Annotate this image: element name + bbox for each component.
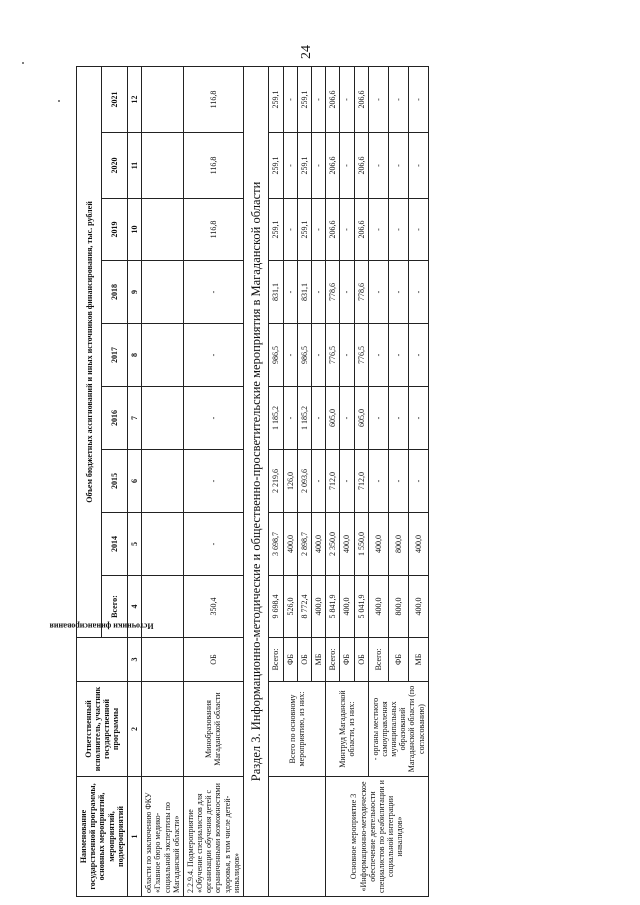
value-cell: - — [408, 450, 428, 513]
rotated-table-container — [49, 67, 564, 897]
value-cell: 8 772,4 — [297, 576, 311, 638]
header-name: Наименование государственной программы, основных мероприятий, мероприятий, подмероприятий — [77, 777, 128, 897]
value-cell: 259,1 — [297, 66, 311, 132]
col-number: 9 — [127, 261, 141, 324]
row-source: МБ — [408, 638, 428, 682]
value-cell: - — [283, 261, 297, 324]
col-number: 3 — [127, 638, 141, 682]
value-cell: - — [408, 199, 428, 261]
col-number: 11 — [127, 133, 141, 199]
value-cell: 986,5 — [297, 324, 311, 387]
value-cell: 831,1 — [269, 261, 283, 324]
header-year: 2019 — [102, 199, 127, 261]
value-cell: 712,0 — [354, 450, 368, 513]
value-cell: 206,6 — [326, 199, 340, 261]
col-number: 6 — [127, 450, 141, 513]
funding-table — [49, 66, 429, 897]
table-row — [269, 66, 283, 896]
value-cell: 3 698,7 — [269, 513, 283, 576]
value-cell: 206,6 — [326, 133, 340, 199]
value-cell: 605,0 — [326, 387, 340, 450]
row-source: ОБ — [183, 638, 243, 682]
row-source: Всего: — [368, 638, 388, 682]
header-year: 2017 — [102, 324, 127, 387]
value-cell: - — [183, 261, 243, 324]
value-cell: - — [340, 387, 354, 450]
row-executor: Минтруд Магаданской области, из них: — [326, 682, 369, 777]
value-cell: 2 350,0 — [326, 513, 340, 576]
header-year: 2020 — [102, 133, 127, 199]
value-cell: - — [388, 66, 408, 132]
value-cell: - — [283, 387, 297, 450]
value-cell: 206,6 — [326, 66, 340, 132]
value-cell: 259,1 — [297, 199, 311, 261]
value-cell — [142, 133, 184, 199]
row-executor — [142, 682, 184, 777]
value-cell — [142, 324, 184, 387]
value-cell: - — [368, 450, 388, 513]
value-cell — [142, 199, 184, 261]
col-number: 1 — [127, 777, 141, 897]
row-source: ФБ — [283, 638, 297, 682]
value-cell: - — [311, 387, 325, 450]
value-cell: - — [408, 133, 428, 199]
header-year: 2021 — [102, 66, 127, 132]
value-cell: 831,1 — [297, 261, 311, 324]
value-cell: - — [283, 66, 297, 132]
value-cell: 605,0 — [354, 387, 368, 450]
value-cell: - — [408, 387, 428, 450]
value-cell: 400,0 — [311, 576, 325, 638]
value-cell: - — [408, 324, 428, 387]
row-executor: Всего по основному мероприятию, из них: — [269, 682, 326, 777]
value-cell: 2 219,6 — [269, 450, 283, 513]
value-cell: - — [340, 133, 354, 199]
header-row-1 — [77, 66, 102, 896]
value-cell: - — [311, 324, 325, 387]
value-cell: 2 898,7 — [297, 513, 311, 576]
header-year: 2018 — [102, 261, 127, 324]
value-cell: 400,0 — [311, 513, 325, 576]
value-cell: - — [388, 387, 408, 450]
row-source — [142, 638, 184, 682]
value-cell: 778,6 — [354, 261, 368, 324]
value-cell: - — [340, 450, 354, 513]
value-cell: - — [368, 66, 388, 132]
value-cell: 206,6 — [354, 66, 368, 132]
value-cell: 116,8 — [183, 199, 243, 261]
header-year: 2014 — [102, 513, 127, 576]
value-cell: 526,0 — [283, 576, 297, 638]
row-source: ОБ — [297, 638, 311, 682]
value-cell: 206,6 — [354, 199, 368, 261]
value-cell: 400,0 — [408, 513, 428, 576]
value-cell: 5 041,9 — [354, 576, 368, 638]
value-cell: - — [340, 199, 354, 261]
row-source: Всего: — [326, 638, 340, 682]
value-cell: - — [183, 450, 243, 513]
row-executor: - органы местного самоуправления муниципальных образований Магаданской области (по согласованию) — [368, 682, 428, 777]
value-cell: - — [311, 133, 325, 199]
value-cell: - — [183, 513, 243, 576]
value-cell: 712,0 — [326, 450, 340, 513]
value-cell: 259,1 — [297, 133, 311, 199]
value-cell: - — [368, 261, 388, 324]
section-title: Раздел 3. Информационно-методические и общественно-просветительские мероприятия в Магаданской области — [244, 66, 269, 896]
value-cell: 1 185,2 — [269, 387, 283, 450]
value-cell: - — [368, 133, 388, 199]
value-cell: - — [368, 324, 388, 387]
header-volume: Объем бюджетных ассигнований и иных источников финансирования, тыс. рублей — [77, 66, 102, 637]
value-cell: 2 093,6 — [297, 450, 311, 513]
table-row — [142, 66, 184, 896]
value-cell: 800,0 — [388, 513, 408, 576]
col-number: 10 — [127, 199, 141, 261]
header-total: Всего: — [102, 576, 127, 638]
value-cell — [142, 66, 184, 132]
value-cell: - — [388, 261, 408, 324]
col-number: 4 — [127, 576, 141, 638]
row-name — [269, 777, 326, 897]
value-cell: 776,5 — [326, 324, 340, 387]
section-title-row — [244, 66, 269, 896]
value-cell: - — [183, 387, 243, 450]
col-number: 7 — [127, 387, 141, 450]
value-cell: - — [311, 199, 325, 261]
row-source: ФБ — [388, 638, 408, 682]
value-cell: 400,0 — [283, 513, 297, 576]
row-source: ФБ — [340, 638, 354, 682]
main-activity-name: Основное мероприятие 3 «Информационно-методическое обеспечение деятельности специалистов по реабилитации и социальной интеграции инвалидов» — [326, 777, 429, 897]
value-cell: - — [183, 324, 243, 387]
value-cell: 400,0 — [408, 576, 428, 638]
value-cell: - — [388, 324, 408, 387]
col-number: 2 — [127, 682, 141, 777]
value-cell: - — [340, 261, 354, 324]
row-source: Всего: — [269, 638, 283, 682]
col-number: 8 — [127, 324, 141, 387]
value-cell: 400,0 — [340, 513, 354, 576]
col-number: 5 — [127, 513, 141, 576]
scan-speck — [22, 62, 24, 64]
value-cell: - — [408, 261, 428, 324]
value-cell: - — [283, 199, 297, 261]
row-source: МБ — [311, 638, 325, 682]
header-year: 2015 — [102, 450, 127, 513]
value-cell: - — [368, 387, 388, 450]
value-cell: 9 698,4 — [269, 576, 283, 638]
value-cell: 800,0 — [388, 576, 408, 638]
value-cell: - — [311, 450, 325, 513]
header-year: 2016 — [102, 387, 127, 450]
scan-speck — [58, 100, 60, 102]
value-cell: 126,0 — [283, 450, 297, 513]
value-cell: - — [388, 199, 408, 261]
col-number: 12 — [127, 66, 141, 132]
header-executor: Ответственный исполнитель, участник государственной программы — [77, 682, 128, 777]
value-cell: - — [388, 450, 408, 513]
value-cell — [142, 261, 184, 324]
value-cell: 350,4 — [183, 576, 243, 638]
table-row — [183, 66, 243, 896]
value-cell: - — [311, 66, 325, 132]
value-cell: 259,1 — [269, 66, 283, 132]
column-numbers-row — [127, 66, 141, 896]
value-cell — [142, 513, 184, 576]
value-cell: 1 550,0 — [354, 513, 368, 576]
value-cell: 400,0 — [368, 513, 388, 576]
row-name: 2.2.9.4. Подмероприятие «Обучение специалистов для организации обучения детей с ограниченными возможностями здоровья, в том числе детей-инвалидов» — [183, 777, 243, 897]
value-cell: - — [311, 261, 325, 324]
header-source: Источники финансирования — [77, 638, 128, 682]
value-cell — [142, 450, 184, 513]
value-cell: - — [340, 324, 354, 387]
value-cell: 400,0 — [368, 576, 388, 638]
value-cell: 259,1 — [269, 133, 283, 199]
value-cell: 206,6 — [354, 133, 368, 199]
value-cell: - — [368, 199, 388, 261]
value-cell: 5 841,9 — [326, 576, 340, 638]
value-cell: 1 185,2 — [297, 387, 311, 450]
value-cell: 776,5 — [354, 324, 368, 387]
value-cell — [142, 387, 184, 450]
value-cell: 400,0 — [340, 576, 354, 638]
value-cell: 259,1 — [269, 199, 283, 261]
value-cell: 778,6 — [326, 261, 340, 324]
row-name: области по заключению ФКУ «Главное бюро медико-социальной экспертизы по Магаданской области» — [142, 777, 184, 897]
row-source: ОБ — [354, 638, 368, 682]
value-cell: 986,5 — [269, 324, 283, 387]
value-cell: - — [340, 66, 354, 132]
value-cell: - — [388, 133, 408, 199]
value-cell: - — [283, 133, 297, 199]
value-cell: - — [408, 66, 428, 132]
value-cell: 116,8 — [183, 66, 243, 132]
table-row — [326, 66, 340, 896]
row-executor: Минобразования Магаданской области — [183, 682, 243, 777]
table-row — [368, 66, 388, 896]
page-number: 24 — [299, 45, 314, 59]
value-cell: 116,8 — [183, 133, 243, 199]
value-cell: - — [283, 324, 297, 387]
